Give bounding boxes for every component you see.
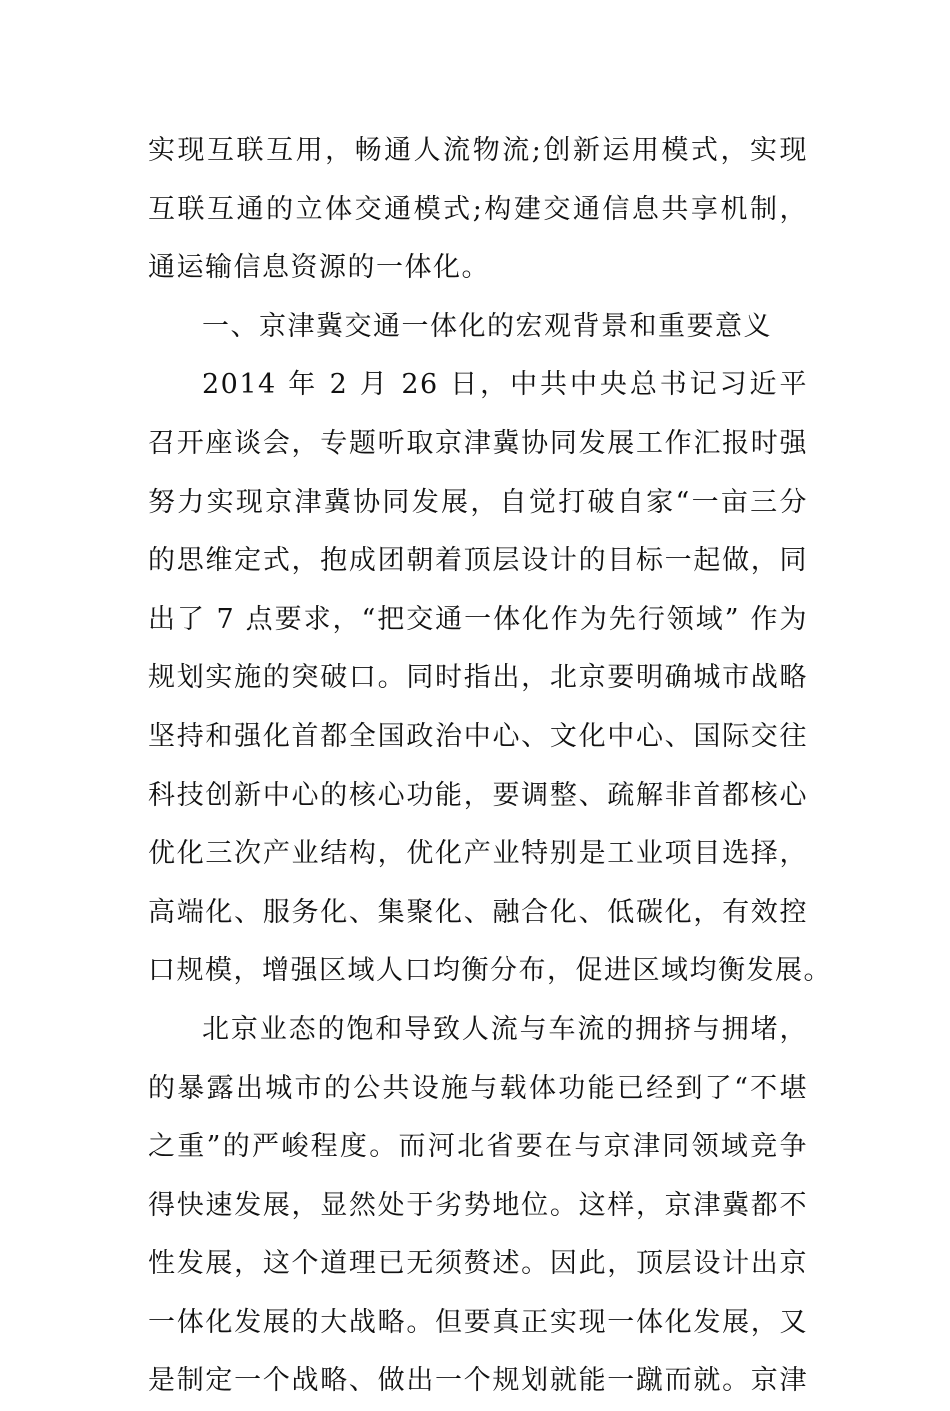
text-line: 优化三次产业结构，优化产业特别是工业项目选择， <box>148 838 808 870</box>
text-line: 2014 年 2 月 26 日，中共中央总书记习近平 <box>202 369 808 401</box>
text-line: 坚持和强化首都全国政治中心、文化中心、国际交往 <box>148 720 808 752</box>
text-line: 性发展，这个道理已无须赘述。因此，顶层设计出京 <box>148 1248 808 1280</box>
text-line: 努力实现京津冀协同发展，自觉打破自家“一亩三分 <box>148 486 808 518</box>
text-line: 出了 7 点要求，“把交通一体化作为先行领域” 作为 <box>148 603 808 635</box>
text-line: 通运输信息资源的一体化。 <box>148 252 490 284</box>
text-line: 之重”的严峻程度。而河北省要在与京津同领域竞争 <box>148 1131 808 1163</box>
text-line: 互联互通的立体交通模式;构建交通信息共享机制， <box>148 193 808 225</box>
text-line: 的思维定式，抱成团朝着顶层设计的目标一起做，同 <box>148 545 808 577</box>
text-line: 北京业态的饱和导致人流与车流的拥挤与拥堵， <box>202 1013 808 1045</box>
text-line: 的暴露出城市的公共设施与载体功能已经到了“不堪 <box>148 1072 808 1104</box>
text-line: 是制定一个战略、做出一个规划就能一蹴而就。京津 <box>148 1365 808 1397</box>
text-line: 召开座谈会，专题听取京津冀协同发展工作汇报时强 <box>148 427 808 459</box>
text-line: 科技创新中心的核心功能，要调整、疏解非首都核心 <box>148 779 808 811</box>
text-line: 得快速发展，显然处于劣势地位。这样，京津冀都不 <box>148 1189 808 1221</box>
text-line: 一体化发展的大战略。但要真正实现一体化发展，又 <box>148 1306 808 1338</box>
text-line: 口规模，增强区域人口均衡分布，促进区域均衡发展。 <box>148 955 832 987</box>
text-line: 实现互联互用，畅通人流物流;创新运用模式，实现 <box>148 135 808 166</box>
text-line: 规划实施的突破口。同时指出，北京要明确城市战略 <box>148 662 808 694</box>
text-line: 高端化、服务化、集聚化、融合化、低碳化，有效控 <box>148 896 808 928</box>
document-body <box>148 122 832 1411</box>
section-heading: 一、京津冀交通一体化的宏观背景和重要意义 <box>202 310 772 342</box>
